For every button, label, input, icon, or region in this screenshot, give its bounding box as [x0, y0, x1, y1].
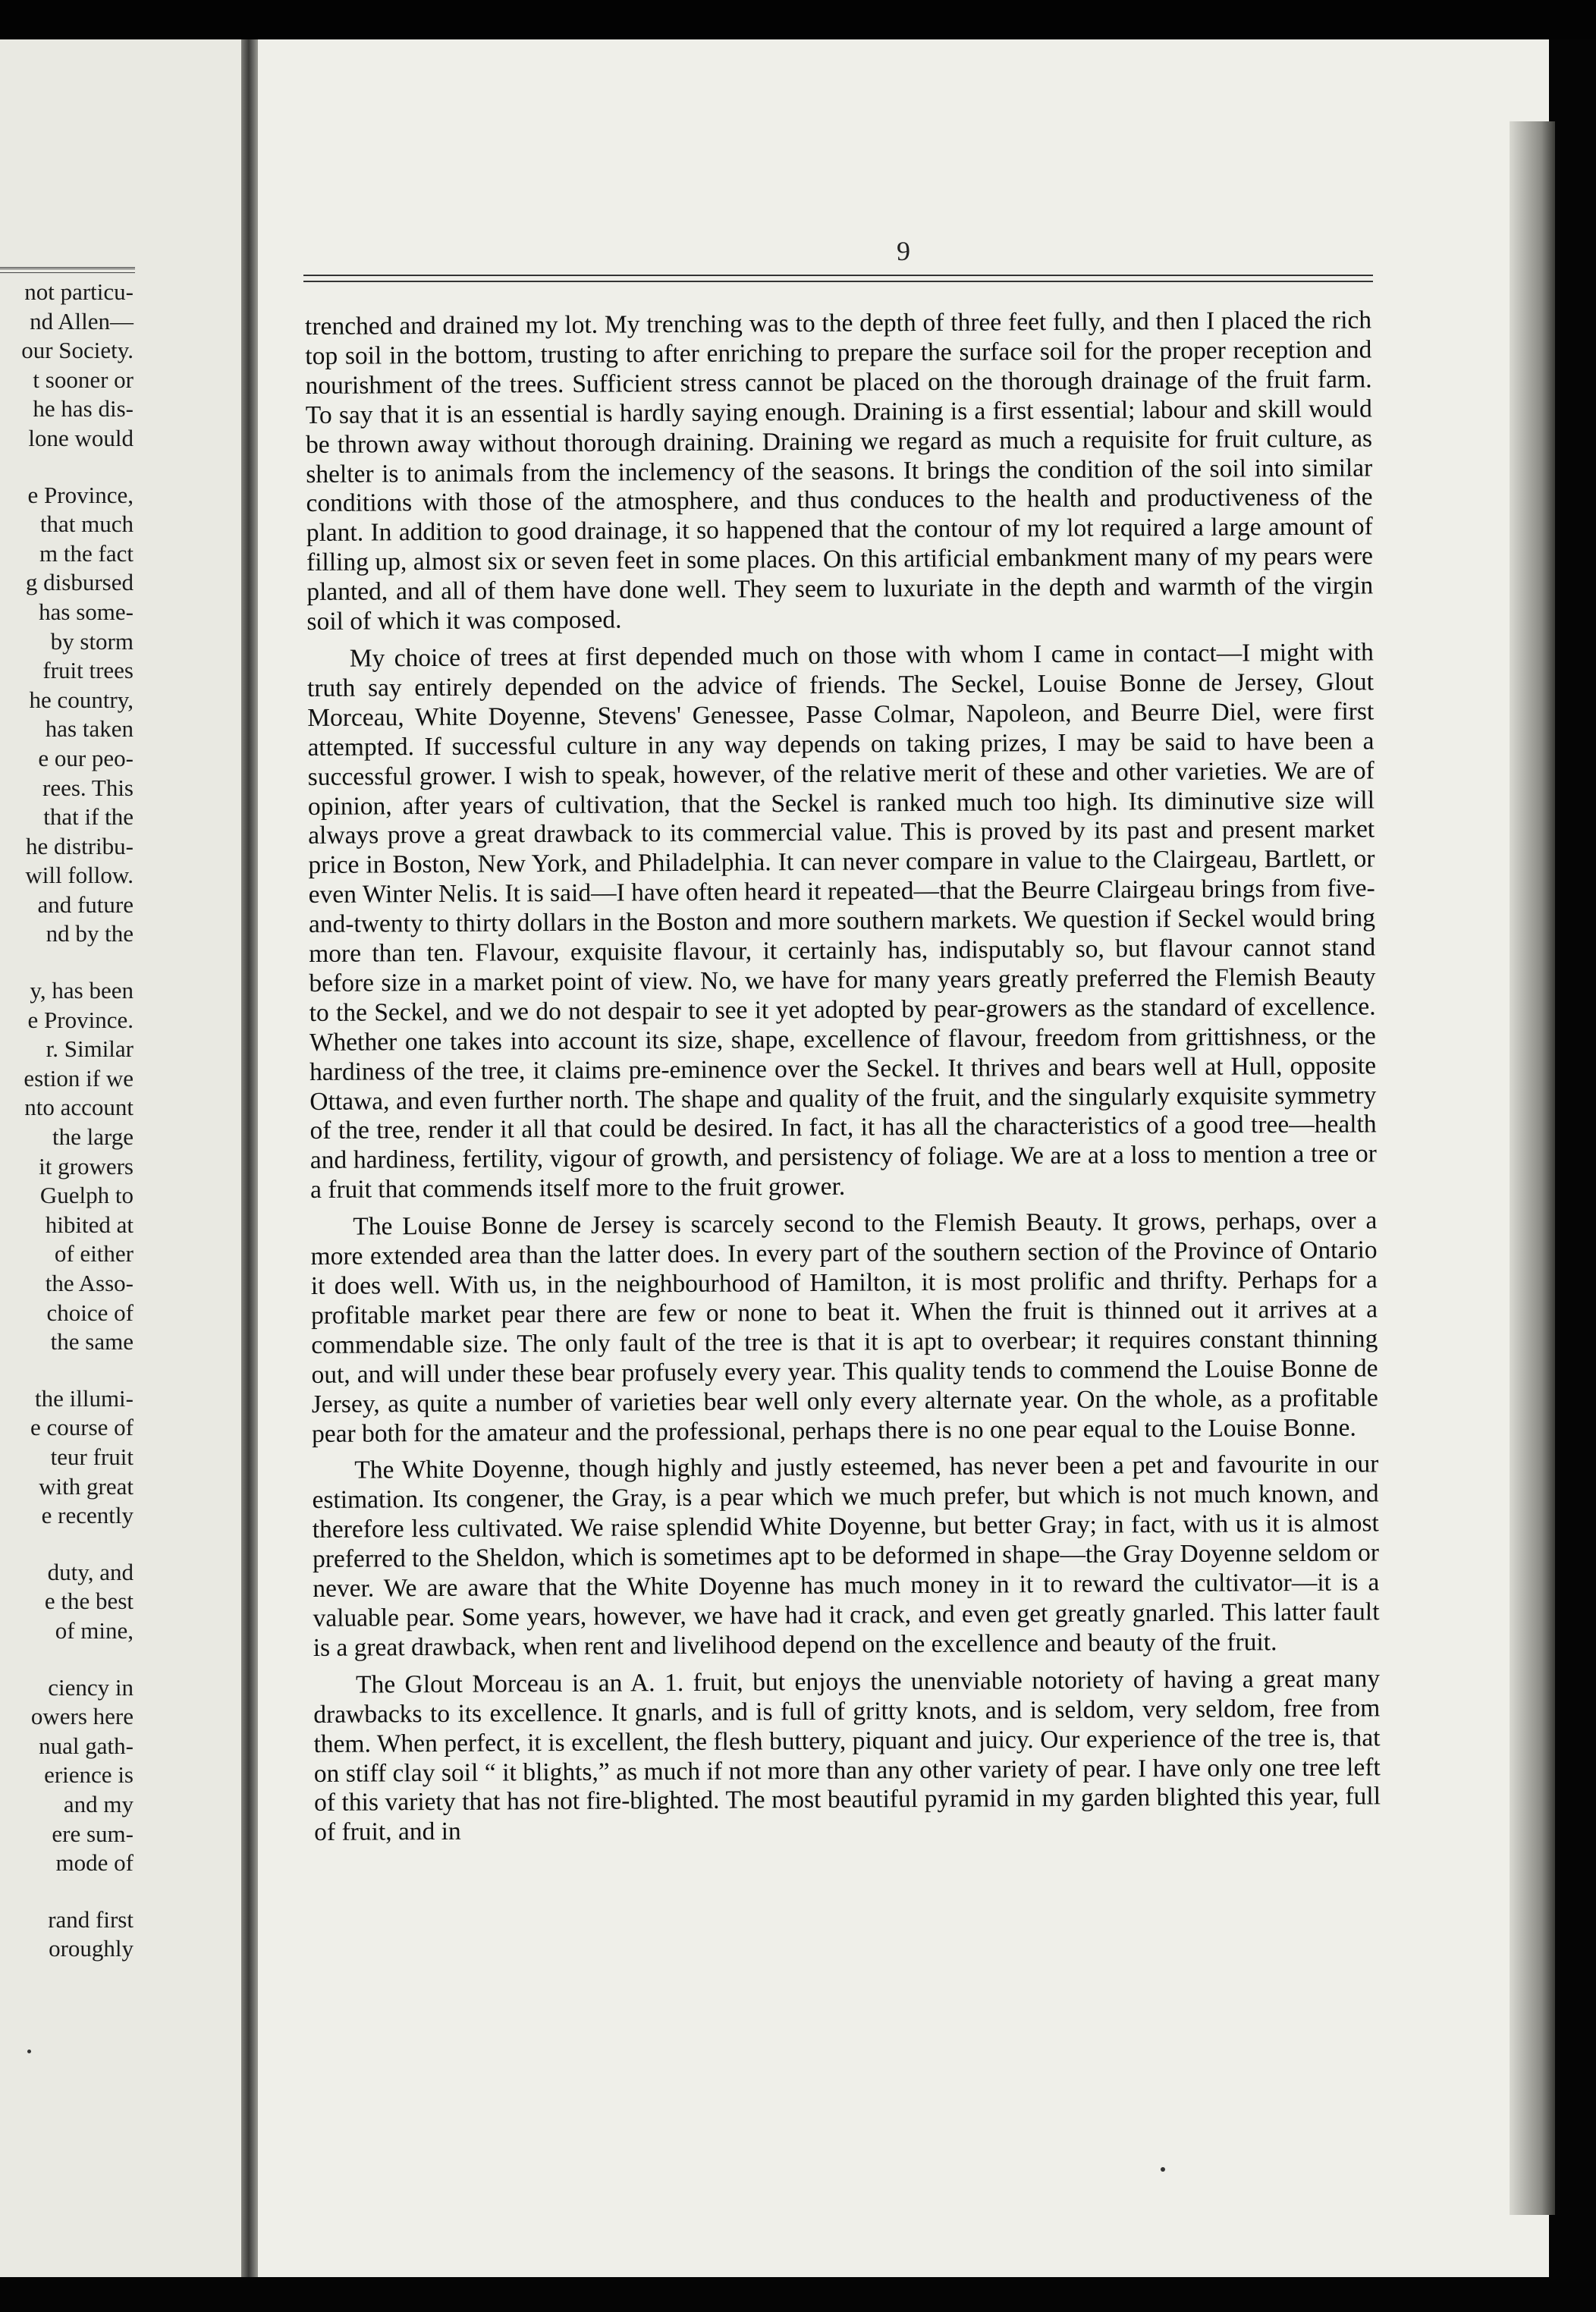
left-page-line: with great — [39, 1472, 134, 1500]
left-page-line: e recently — [41, 1502, 134, 1529]
left-page-line: that much — [39, 510, 134, 538]
left-page-line: nd by the — [46, 920, 134, 947]
left-page-line: he has dis- — [33, 395, 134, 423]
left-page-gap — [0, 1646, 134, 1673]
left-page-line: our Society. — [21, 337, 134, 364]
left-page-line: rees. This — [42, 774, 134, 801]
left-page-line: of either — [54, 1240, 134, 1268]
left-page-speck — [27, 2050, 31, 2053]
left-page-rule — [0, 267, 135, 273]
left-page-line: has some- — [39, 598, 134, 625]
left-page-line: teur fruit — [50, 1443, 134, 1470]
left-page-line: fruit trees — [42, 657, 134, 684]
scanner-border-top — [0, 0, 1596, 39]
page-speck — [1161, 2167, 1165, 2172]
left-page-line: nto account — [24, 1094, 134, 1121]
left-page-line: g disbursed — [25, 569, 134, 596]
left-page — [0, 39, 241, 2277]
left-page-line: r. Similar — [46, 1035, 134, 1063]
page-body — [305, 306, 1381, 1855]
left-page-line: estion if we — [24, 1064, 134, 1092]
paragraph-glout-morceau: The Glout Morceau is an A. 1. fruit, but enjoys the unenviable notoriety of having a great many drawbacks to its excellence. It gnarls, and is full of gritty knots, and is seldom, very seldom, free from them. When perfect, it is excellent, the flesh buttery, piquant and juicy. Our experience of the tree is, that on stiff clay soil “ it blights,” as much if not more than any other variety of pear. I have only one tree left of this variety that has not fire-blighted. The most beautiful pyramid in my garden blighted this year, full of fruit, and in — [313, 1664, 1381, 1847]
left-page-line: by storm — [50, 627, 134, 655]
left-page-line: that if the — [43, 803, 134, 831]
left-page-line: lone would — [28, 424, 134, 451]
paragraph-choice-of-trees: My choice of trees at first depended much on those with whom I came in contact—I might with truth say entirely depended on the advice of friends. The Seckel, Louise Bonne de Jersey, Glout Morceau, White Doyenne, Stevens' Genessee, Passe Colmar, Napoleon, and Beurre Diel, were first attempted. If successful culture in any way depends on taking prizes, I may be said to have been a successful grower. I wish to speak, however, of the relative merit of these and other varieties. We are of opinion, after years of cultivation, that the Seckel is ranked much too high. Its diminutive size will always prove a great drawback to its commercial value. This is proved by its past and present market price in Boston, New York, and Philadelphia. It can never compare in value to the Clairgeau, Bartlett, or even Winter Nelis. It is said—I have often heard it repeated—that the Beurre Clairgeau brings from five-and-twenty to thirty dollars in the Boston and more southern markets. We question if Seckel would bring more than ten. Flavour, exquisite flavour, it certainly has, indisputably so, but flavour cannot stand before size in a market point of view. No, we have for many years greatly preferred the Flemish Beauty to the Seckel, and we do not despair to see it yet adopted by pear-growers as the standard of excellence. Whether one takes into account its size, shape, excellence of flavour, freedom from grittishness, or the hardiness of the tree, it claims pre-eminence over the Seckel. It thrives and bears well at Hull, opposite Ottawa, and even further north. The shape and quality of the fruit, and the singularly exquisite symmetry of the tree, render it all that could be desired. In fact, it has all the characteristics of a good tree—health and hardiness, fertility, vigour of growth, and persistency of foliage. We are at a loss to mention a tree or a fruit that commends itself more to the fruit grower. — [306, 638, 1377, 1205]
left-page-line: erience is — [44, 1761, 134, 1789]
left-page-line: oroughly — [49, 1935, 134, 1962]
left-page-line: not particu- — [24, 278, 134, 305]
left-page-line: choice of — [46, 1299, 134, 1326]
left-page-line: nd Allen— — [30, 307, 134, 335]
left-page-gap — [0, 1357, 134, 1384]
left-page-line: mode of — [55, 1849, 134, 1877]
left-page-line: the same — [50, 1328, 134, 1355]
left-page-line: the illumi- — [34, 1384, 134, 1412]
left-page-line: rand first — [48, 1905, 134, 1933]
left-page-gap — [0, 1531, 134, 1558]
paragraph-white-doyenne: The White Doyenne, though highly and justly esteemed, has never been a pet and favourite in our estimation. Its congener, the Gray, is a pear which we much prefer, but which is not much known, and therefore less cultivated. We raise splendid White Doyenne, but better Gray; in fact, with us it is almost preferred to the Sheldon, which is sometimes apt to be deformed in shape—the Gray Doyenne seldom or never. We are aware that the White Doyenne has much money in it to reward the cultivator—it is a valuable pear. Some years, however, we have had it crack, and even get greatly gnarled. This latter fault is a great drawback, when rent and livelihood depend on the excellence and beauty of the fruit. — [312, 1450, 1380, 1662]
left-page-line: e course of — [30, 1414, 134, 1441]
left-page-line: will follow. — [25, 862, 134, 889]
left-page-line: e Province. — [27, 1006, 134, 1033]
left-page-line: has taken — [45, 715, 134, 743]
left-page-line: owers here — [30, 1703, 134, 1730]
left-page-line: hibited at — [45, 1211, 134, 1238]
left-page-line: e Province, — [27, 481, 134, 508]
left-page-line: and my — [63, 1790, 134, 1817]
left-page-line: y, has been — [30, 977, 134, 1004]
page-number: 9 — [897, 236, 910, 266]
left-page-gap — [0, 949, 134, 976]
left-page-gap — [0, 1878, 134, 1905]
left-page-line: m the fact — [39, 539, 134, 567]
left-page-line: and future — [37, 891, 134, 918]
header-rule — [303, 275, 1373, 282]
left-page-line: Guelph to — [39, 1182, 134, 1209]
book-gutter — [241, 39, 258, 2277]
left-page-line: nual gath- — [39, 1732, 134, 1759]
right-page — [258, 39, 1549, 2277]
left-page-line: e the best — [44, 1588, 134, 1615]
left-page-line: the large — [52, 1123, 134, 1151]
left-page-text-column — [0, 278, 134, 1964]
left-page-line: the Asso- — [45, 1270, 134, 1296]
left-page-line: ciency in — [48, 1673, 134, 1701]
left-page-line: it growers — [39, 1152, 134, 1180]
left-page-gap — [0, 454, 134, 481]
left-page-line: duty, and — [47, 1558, 134, 1585]
left-page-line: e our peo- — [38, 744, 134, 771]
left-page-line: of mine, — [55, 1616, 134, 1644]
left-page-line: he country, — [29, 686, 134, 713]
paragraph-louise-bonne: The Louise Bonne de Jersey is scarcely second to the Flemish Beauty. It grows, perhaps, over a more extended area than the latter does. In every part of the southern section of the Province of Ontario it does well. With us, in the neighbourhood of Hamilton, it is most prolific and thrifty. Perhaps for a profitable market pear there are few or none to beat it. When the fruit is thinned out it arrives at a commendable size. The only fault of the tree is that it is apt to overbear; it requires constant thinning out, and will under these bear profusely every year. This quality tends to commend the Louise Bonne de Jersey, as quite a number of varieties bear well only every alternate year. On the whole, as a profitable pear both for the amateur and the professional, perhaps there is no one pear equal to the Louise Bonne. — [310, 1206, 1378, 1448]
paragraph-drainage: trenched and drained my lot. My trenching was to the depth of three feet fully, and then I placed the rich top soil in the bottom, trusting to after enriching to prepare the surface soil for the proper reception and nourishment of the trees. Sufficient stress cannot be placed on the thorough drainage of the fruit farm. To say that it is an essential is hardly saying enough. Draining is a first essential; labour and skill would be thrown away without thorough draining. Draining we regard as much a requisite for fruit culture, as shelter is to animals from the inclemency of the seasons. It brings the condition of the soil into similar conditions with those of the atmosphere, and thus conduces to the health and productiveness of the plant. In addition to good drainage, it so happened that the contour of my lot required a large amount of filling up, almost six or seven feet in some places. On this artificial embankment many of my pears were planted, and all of them have done well. They seem to luxuriate in the depth and warmth of the virgin soil of which it was composed. — [305, 306, 1374, 636]
page-edge-stack — [1510, 121, 1555, 2215]
left-page-line: ere sum- — [52, 1820, 134, 1847]
left-page-line: t sooner or — [33, 366, 134, 393]
left-page-line: he distribu- — [25, 832, 134, 859]
